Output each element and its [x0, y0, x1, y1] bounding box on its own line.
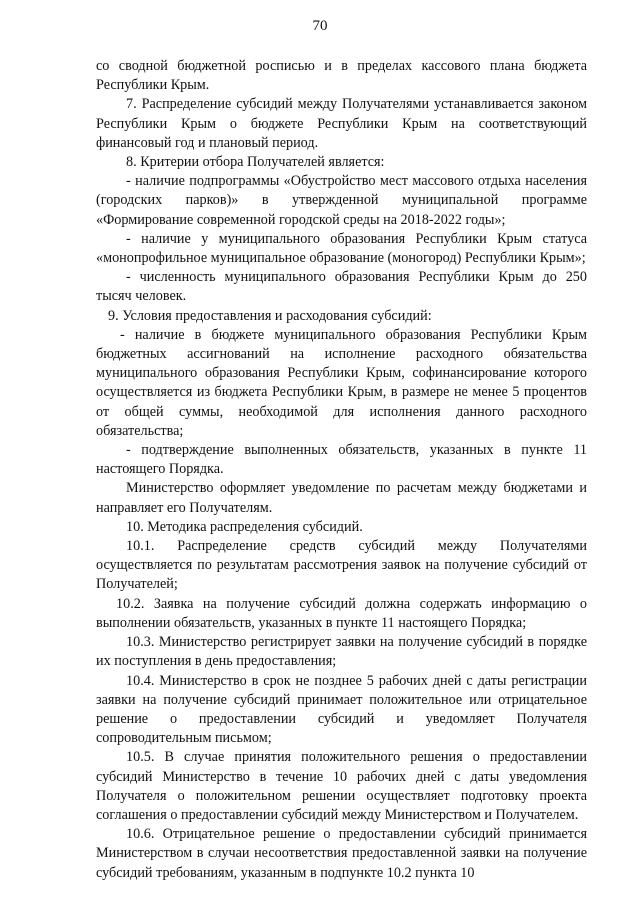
paragraph: 10.6. Отрицательное решение о предоставлении субсидий принимается Министерством в случаи несоответствия предоставленной заявки на получение субсидий требованиям, указанным в подпункте 10.2 пункта 10: [96, 826, 587, 881]
paragraph: 10.4. Министерство в срок не позднее 5 рабочих дней с даты регистрации заявки на получение субсидий принимает положительное или отрицательное решение о предоставлении субсидий и уведомляет Получателя сопроводительным письмом;: [96, 672, 587, 747]
paragraph: 10. Методика распределения субсидий.: [126, 518, 363, 535]
paragraph: со сводной бюджетной росписью и в пределах кассового плана бюджета Республики Крым.: [96, 58, 587, 94]
list-item: - наличие в бюджете муниципального образования Республики Крым бюджетных ассигнований на исполнение расходного обязательства муниципального образования Республики Крым, софинансирование которого осуществляется из бюджета Республики Крым, в размере не менее 5 процентов от общей суммы, необходимой для исполнения данного расходного обязательства;: [96, 326, 587, 439]
document-body: [96, 57, 587, 883]
list-item: - наличие у муниципального образования Республики Крым статуса «монопрофильное муниципальное образование (моногород) Республики Крым»;: [96, 230, 587, 267]
list-item: - подтверждение выполненных обязательств, указанных в пункте 11 настоящего Порядка.: [96, 442, 587, 478]
list-item: - наличие подпрограммы «Обустройство мест массового отдыха населения (городских парков)» в утвержденной муниципальной программе «Формирование современной городской среды на 2018-2022 годы»;: [96, 173, 587, 228]
list-item: - численность муниципального образования Республики Крым до 250 тысяч человек.: [96, 269, 587, 305]
paragraph: 10.3. Министерство регистрирует заявки на получение субсидий в порядке их поступления в день предоставления;: [96, 634, 587, 670]
paragraph: 9. Условия предоставления и расходования субсидий:: [108, 307, 432, 324]
paragraph: 10.5. В случае принятия положительного решения о предоставлении субсидий Министерство в течение 10 рабочих дней с даты уведомления Получателя о положительном решении осуществляет подготовку проекта соглашения о предоставлении субсидий между Министерством и Получателем.: [96, 749, 587, 823]
paragraph: 7. Распределение субсидий между Получателями устанавливается законом Республики Крым о бюджете Республики Крым на соответствующий финансовый год и плановый период.: [96, 96, 587, 151]
paragraph: Министерство оформляет уведомление по расчетам между бюджетами и направляет его Получателям.: [96, 480, 587, 516]
paragraph: 10.2. Заявка на получение субсидий должна содержать информацию о выполнении обязательств, указанных в пункте 11 настоящего Порядка;: [96, 595, 587, 631]
page-number: 70: [312, 18, 328, 34]
paragraph: 10.1. Распределение средств субсидий между Получателями осуществляется по результатам рассмотрения заявок на получение субсидий от Получателей;: [96, 538, 587, 593]
paragraph: 8. Критерии отбора Получателей является:: [126, 154, 385, 171]
